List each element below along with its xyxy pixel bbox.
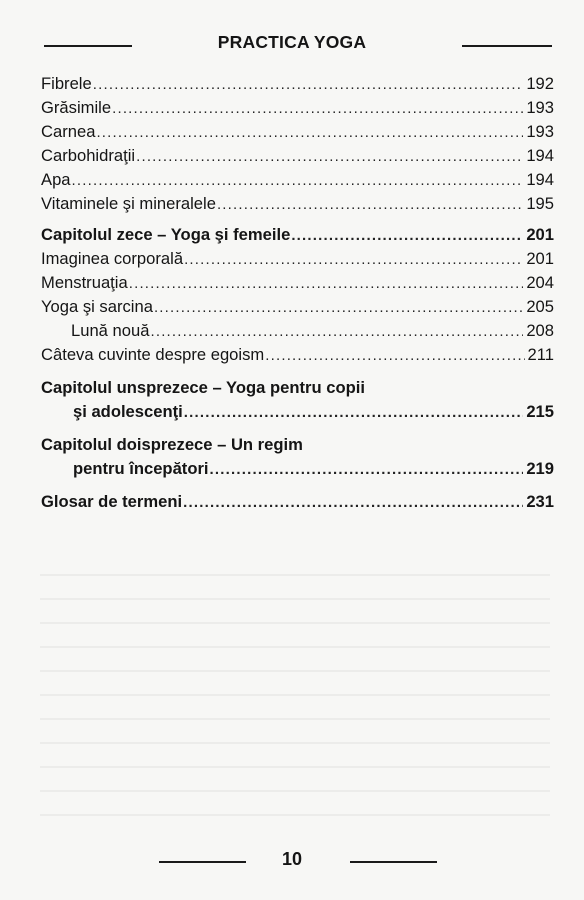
toc-page-number: 219 bbox=[526, 459, 554, 478]
toc-page-number: 211 bbox=[527, 345, 554, 364]
toc-leader bbox=[150, 320, 523, 344]
toc-page-number: 193 bbox=[526, 98, 554, 117]
toc-entry-title: Vitaminele şi mineralele bbox=[41, 194, 216, 213]
toc-entry-title: Apa bbox=[41, 170, 71, 189]
toc-entry-title: Câteva cuvinte despre egoism bbox=[41, 345, 265, 364]
toc-leader bbox=[265, 344, 524, 368]
toc-entry-title: Carnea bbox=[41, 122, 96, 141]
toc-entry bbox=[41, 343, 554, 367]
toc-entry bbox=[41, 120, 554, 144]
toc-leader bbox=[183, 491, 523, 515]
toc-entry bbox=[41, 96, 554, 120]
toc-entry-title: Lună nouă bbox=[71, 321, 150, 340]
toc-chapter-entry bbox=[41, 490, 554, 514]
toc-entry-title: Carbohidraţii bbox=[41, 146, 136, 165]
chapter-title: Capitolul zece – Yoga şi femeile bbox=[41, 225, 291, 244]
page-number: 10 bbox=[281, 849, 303, 869]
table-of-contents bbox=[41, 72, 554, 514]
toc-page-number: 204 bbox=[526, 273, 554, 292]
toc-entry bbox=[41, 247, 554, 271]
toc-leader bbox=[129, 272, 524, 296]
toc-page-number: 205 bbox=[526, 297, 554, 316]
toc-leader bbox=[93, 73, 524, 97]
toc-entry bbox=[41, 168, 554, 192]
header-rule-right bbox=[462, 45, 552, 47]
toc-entry-title: Menstruaţia bbox=[41, 273, 128, 292]
toc-chapter-entry bbox=[41, 457, 554, 481]
toc-page-number: 195 bbox=[526, 194, 554, 213]
toc-leader bbox=[136, 145, 523, 169]
toc-entry-title: Grăsimile bbox=[41, 98, 112, 117]
toc-page-number: 201 bbox=[526, 225, 554, 244]
toc-leader bbox=[217, 193, 523, 217]
running-title: PRACTICA YOGA bbox=[217, 32, 367, 52]
toc-leader bbox=[72, 169, 524, 193]
page-header bbox=[0, 32, 584, 58]
chapter-title: pentru începători bbox=[73, 459, 209, 478]
toc-entry bbox=[41, 72, 554, 96]
chapter-title-line: Capitolul unsprezece – Yoga pentru copii bbox=[41, 378, 365, 397]
page-footer bbox=[0, 850, 584, 876]
bleed-through-text bbox=[40, 560, 550, 820]
chapter-title-line: Capitolul doisprezece – Un regim bbox=[41, 435, 303, 454]
toc-page-number: 194 bbox=[526, 146, 554, 165]
toc-subentry bbox=[41, 319, 554, 343]
toc-page-number: 201 bbox=[526, 249, 554, 268]
toc-page-number: 231 bbox=[526, 492, 554, 511]
footer-rule-right bbox=[350, 861, 437, 863]
toc-leader bbox=[291, 224, 523, 248]
toc-entry bbox=[41, 295, 554, 319]
toc-page-number: 193 bbox=[526, 122, 554, 141]
toc-page-number: 215 bbox=[526, 402, 554, 421]
toc-page-number: 192 bbox=[526, 74, 554, 93]
toc-leader bbox=[112, 97, 523, 121]
chapter-title: Glosar de termeni bbox=[41, 492, 183, 511]
chapter-title: şi adolescenţi bbox=[73, 402, 183, 421]
toc-leader bbox=[210, 458, 524, 482]
toc-leader bbox=[154, 296, 523, 320]
toc-entry bbox=[41, 271, 554, 295]
toc-page-number: 194 bbox=[526, 170, 554, 189]
toc-entry-title: Yoga şi sarcina bbox=[41, 297, 153, 316]
toc-leader bbox=[184, 401, 524, 425]
toc-entry bbox=[41, 192, 554, 216]
toc-leader bbox=[184, 248, 523, 272]
toc-page-number: 208 bbox=[526, 321, 554, 340]
toc-chapter-entry bbox=[41, 400, 554, 424]
toc-chapter-entry bbox=[41, 223, 554, 247]
toc-leader bbox=[96, 121, 523, 145]
toc-entry bbox=[41, 144, 554, 168]
toc-entry-title: Imaginea corporală bbox=[41, 249, 184, 268]
toc-entry-title: Fibrele bbox=[41, 74, 92, 93]
